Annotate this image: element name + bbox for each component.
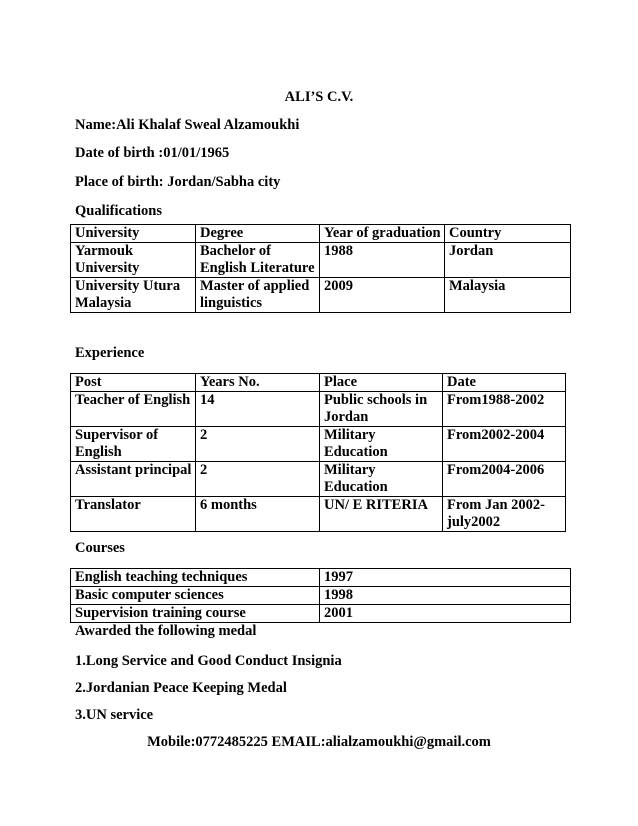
table-cell: 2009 bbox=[320, 278, 445, 313]
table-cell: Yarmouk University bbox=[71, 243, 196, 278]
qualifications-heading: Qualifications bbox=[75, 203, 163, 219]
table-row bbox=[71, 243, 571, 278]
table-cell: 2 bbox=[196, 427, 320, 462]
table-cell: Military Education bbox=[320, 462, 443, 497]
table-cell: Malaysia bbox=[445, 278, 571, 313]
table-cell: Public schools in Jordan bbox=[320, 392, 443, 427]
table-header-row bbox=[71, 225, 571, 243]
page-title: ALI’S C.V. bbox=[284, 89, 354, 105]
table-header-row bbox=[71, 374, 566, 392]
table-cell: UN/ E RITERIA bbox=[320, 497, 443, 532]
table-header-cell: Post bbox=[71, 374, 196, 392]
table-header-cell: Date bbox=[443, 374, 566, 392]
table-cell: Supervision training course bbox=[71, 605, 320, 623]
dob-line: Date of birth :01/01/1965 bbox=[75, 145, 230, 161]
medal-item: 3.UN service bbox=[75, 707, 154, 723]
table-cell: Assistant principal bbox=[71, 462, 196, 497]
table-cell: Translator bbox=[71, 497, 196, 532]
table-header-cell: Year of graduation bbox=[320, 225, 445, 243]
table-cell: English teaching techniques bbox=[71, 569, 320, 587]
table-header-cell: Years No. bbox=[196, 374, 320, 392]
table-cell: Teacher of English bbox=[71, 392, 196, 427]
table-cell: From Jan 2002-july2002 bbox=[443, 497, 566, 532]
table-cell: Master of applied linguistics bbox=[196, 278, 320, 313]
table-row bbox=[71, 569, 571, 587]
table-cell: 1998 bbox=[320, 587, 571, 605]
name-line: Name:Ali Khalaf Sweal Alzamoukhi bbox=[75, 117, 300, 133]
table-cell: Military Education bbox=[320, 427, 443, 462]
medals-heading: Awarded the following medal bbox=[75, 623, 257, 639]
courses-heading: Courses bbox=[75, 540, 125, 556]
table-row bbox=[71, 278, 571, 313]
table-cell: Supervisor of English bbox=[71, 427, 196, 462]
table-cell: Basic computer sciences bbox=[71, 587, 320, 605]
qualifications-table bbox=[70, 224, 571, 313]
table-row bbox=[71, 427, 566, 462]
table-cell: 1988 bbox=[320, 243, 445, 278]
table-cell: From1988-2002 bbox=[443, 392, 566, 427]
table-cell: 14 bbox=[196, 392, 320, 427]
experience-table bbox=[70, 373, 566, 532]
table-header-cell: Place bbox=[320, 374, 443, 392]
table-cell: From2004-2006 bbox=[443, 462, 566, 497]
table-header-cell: Country bbox=[445, 225, 571, 243]
table-header-cell: Degree bbox=[196, 225, 320, 243]
pob-line: Place of birth: Jordan/Sabha city bbox=[75, 174, 281, 190]
table-cell: 1997 bbox=[320, 569, 571, 587]
table-cell: University Utura Malaysia bbox=[71, 278, 196, 313]
medal-item: 1.Long Service and Good Conduct Insignia bbox=[75, 653, 342, 669]
table-cell: Bachelor of English Literature bbox=[196, 243, 320, 278]
courses-table bbox=[70, 568, 571, 623]
table-cell: 6 months bbox=[196, 497, 320, 532]
table-cell: 2001 bbox=[320, 605, 571, 623]
table-row bbox=[71, 497, 566, 532]
table-cell: Jordan bbox=[445, 243, 571, 278]
table-header-cell: University bbox=[71, 225, 196, 243]
table-row bbox=[71, 392, 566, 427]
table-row bbox=[71, 587, 571, 605]
medal-item: 2.Jordanian Peace Keeping Medal bbox=[75, 680, 287, 696]
table-row bbox=[71, 462, 566, 497]
table-cell: From2002-2004 bbox=[443, 427, 566, 462]
table-cell: 2 bbox=[196, 462, 320, 497]
contact-line: Mobile:0772485225 EMAIL:alialzamoukhi@gmail.com bbox=[147, 734, 491, 750]
table-row bbox=[71, 605, 571, 623]
experience-heading: Experience bbox=[75, 345, 145, 361]
